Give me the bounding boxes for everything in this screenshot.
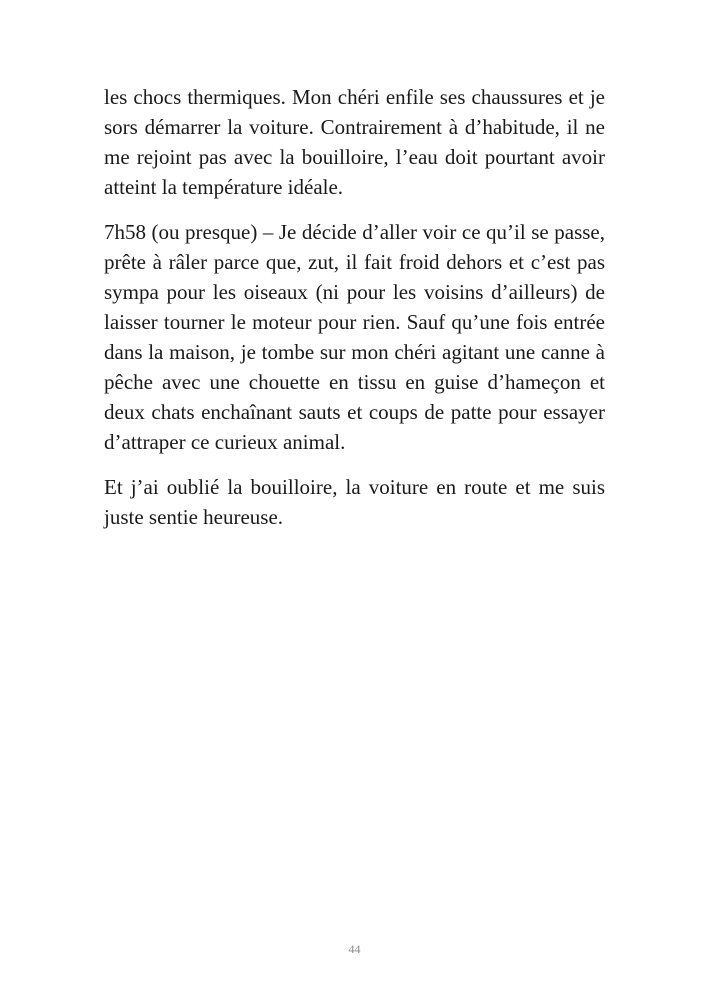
paragraph-3: Et j’ai oublié la bouilloire, la voiture en route et me suis juste sentie heureuse. xyxy=(104,475,605,529)
paragraph-2: 7h58 (ou presque) – Je décide d’aller voir ce qu’il se passe, prête à râler parce que, zut, il fait froid dehors et c’est pas sympa pour les oiseaux (ni pour les voisins d’ailleurs) de laisser tourner le moteur pour rien. Sauf qu’une fois entrée dans la maison, je tombe sur mon chéri agitant une canne à pêche avec une chouette en tissu en guise d’hameçon et deux chats enchaînant sauts et coups de patte pour essayer d’attraper ce curieux animal. xyxy=(104,220,605,454)
body-text xyxy=(104,82,605,547)
paragraph-1: les chocs thermiques. Mon chéri enfile ses chaussures et je sors démarrer la voiture. Contrairement à d’habitude, il ne me rejoint pas avec la bouilloire, l’eau doit pourtant avoir atteint la température idéale. xyxy=(104,85,605,199)
page-number: 44 xyxy=(348,942,361,956)
